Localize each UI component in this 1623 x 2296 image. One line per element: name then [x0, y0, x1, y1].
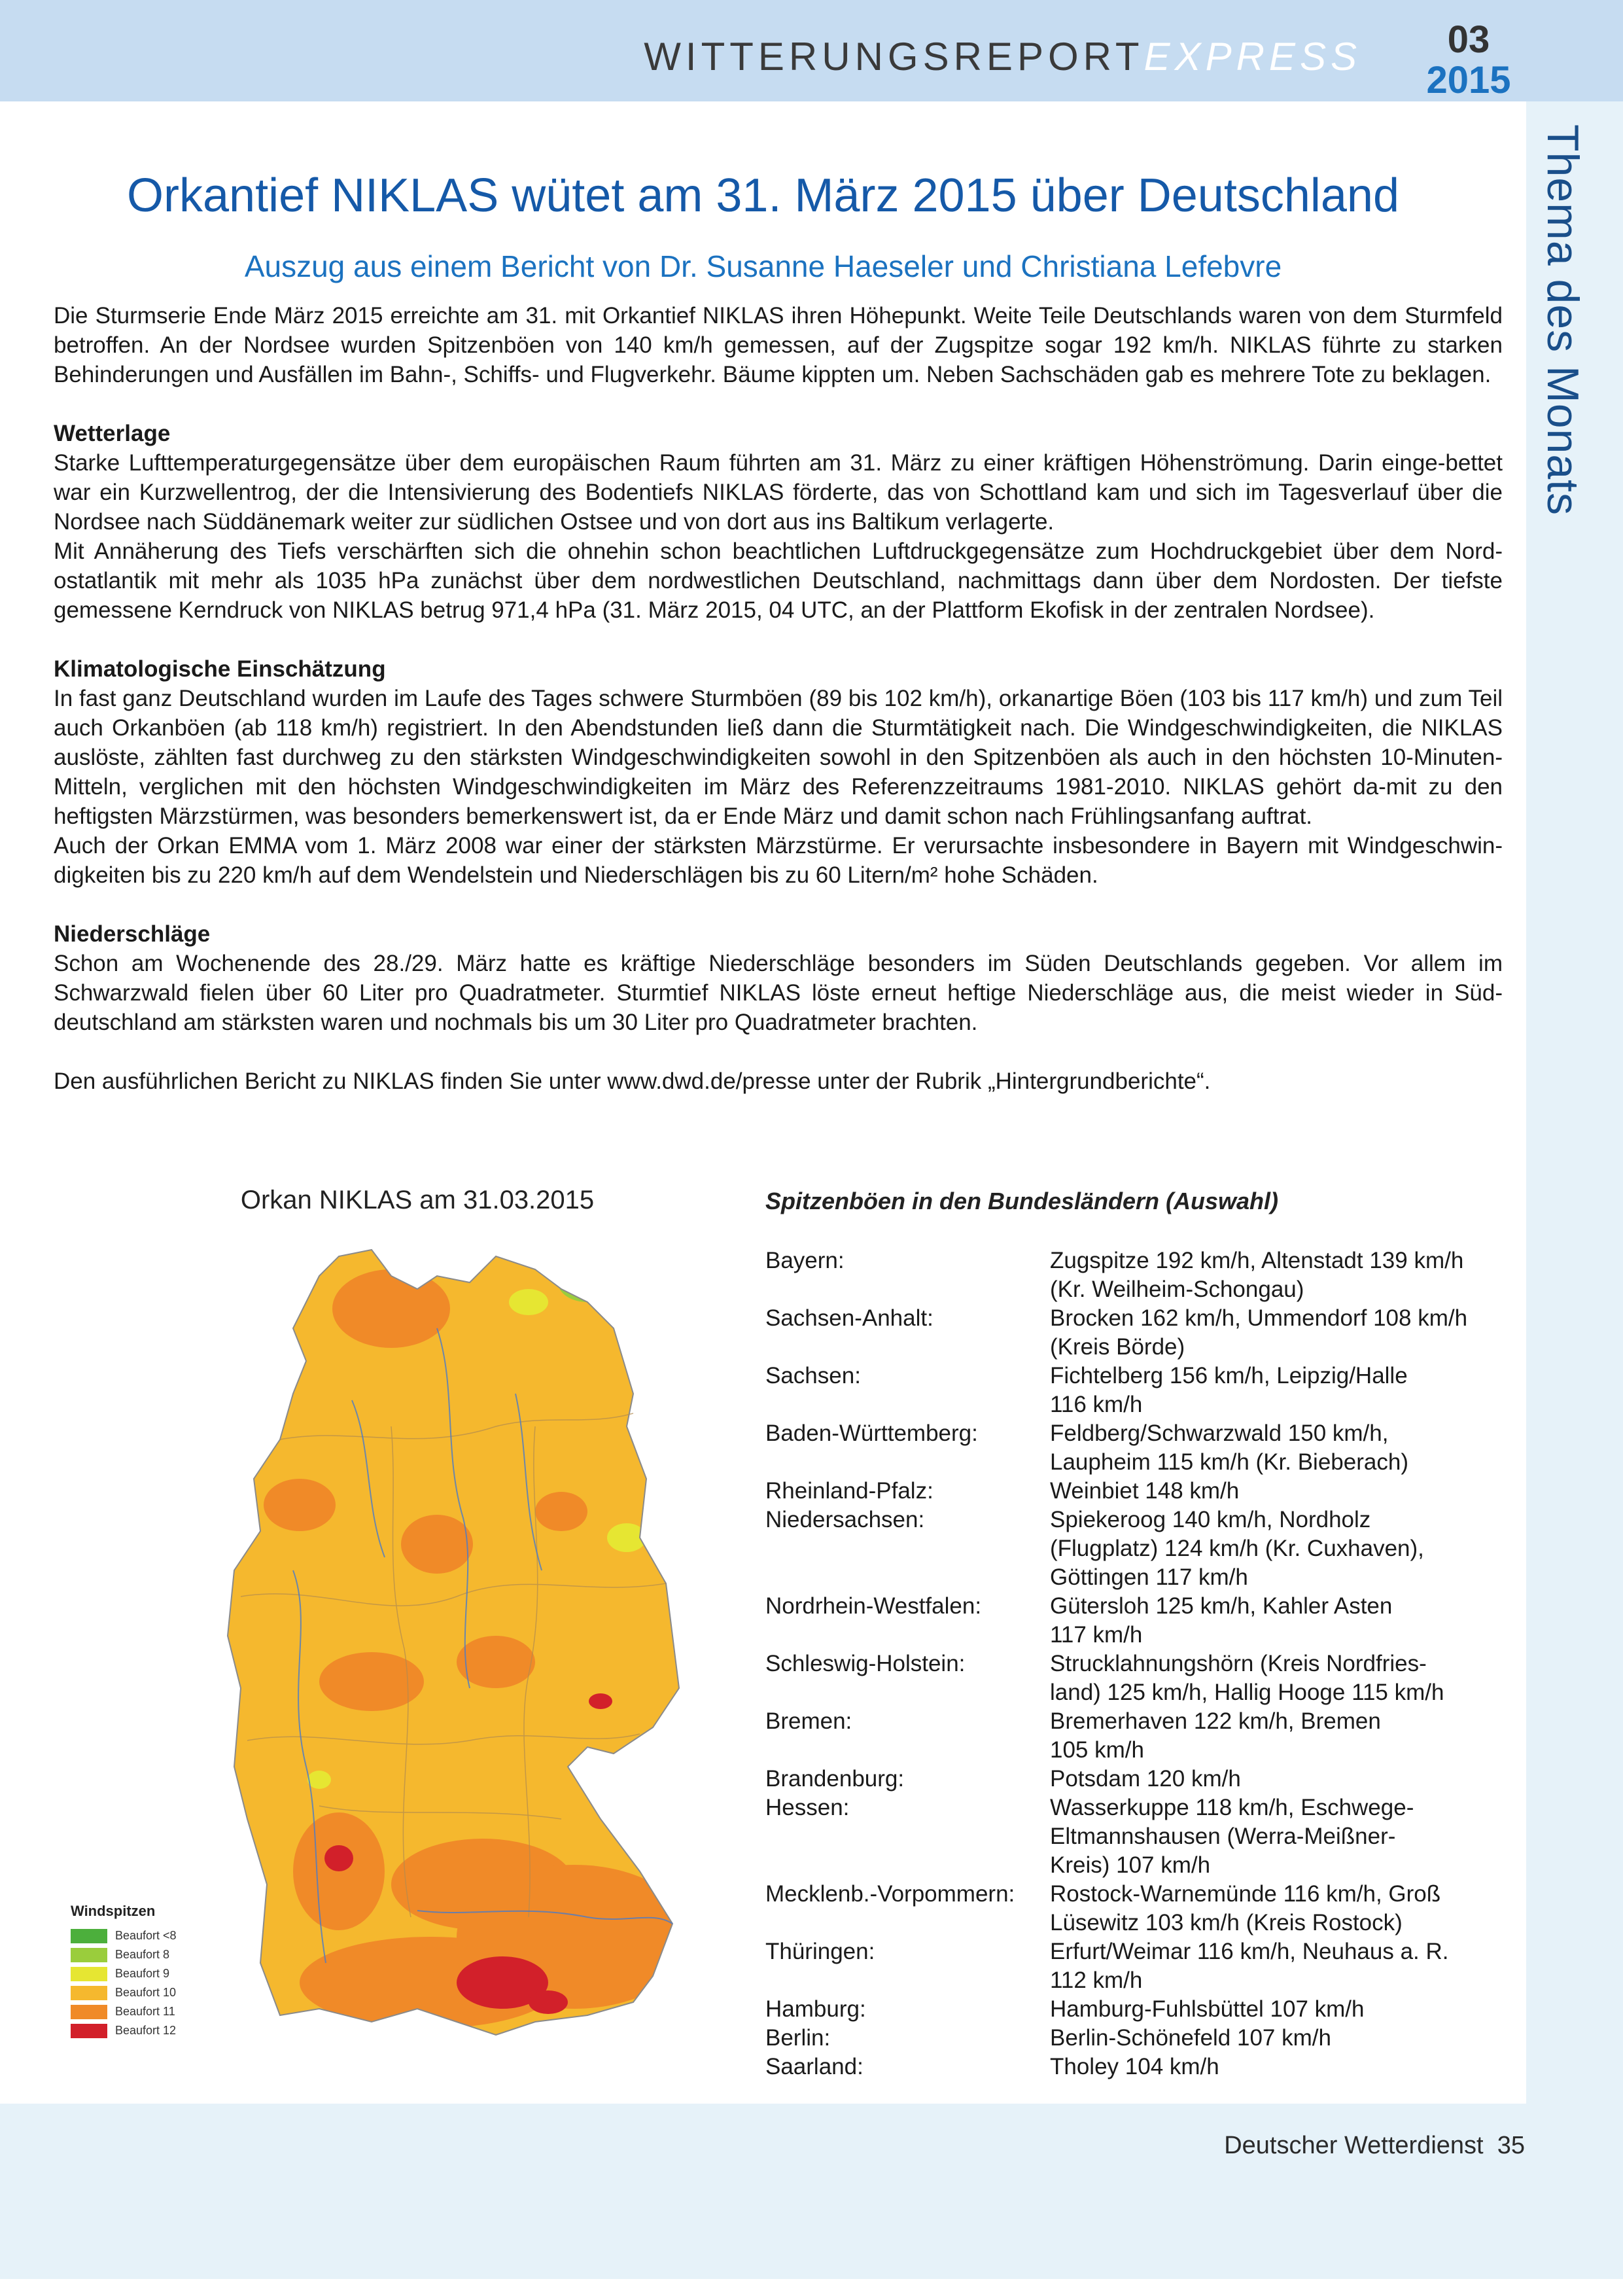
- nieder-paragraph: Schon am Wochenende des 28./29. März hatte es kräftige Niederschläge besonders im Süden Deutschlands gegeben. Vor allem im Schwarzwald fielen über 60 Liter pro Quadratmeter. Sturmtief NIKLAS löste erneut heftige Niederschläge aus, die meist wieder in Süd-deutschland am stärksten waren und nochmals bis um 30 Liter pro Quadratmeter brachten.: [54, 951, 1503, 1035]
- article-subtitle: Auszug aus einem Bericht von Dr. Susanne Haeseler und Christiana Lefebvre: [244, 249, 1282, 283]
- legend-item: [71, 2002, 228, 2021]
- table-row: [765, 1995, 1518, 2024]
- value-cell: Fichtelberg 156 km/h, Leipzig/Halle 116 km/h: [1050, 1363, 1408, 1417]
- table-row: [765, 1477, 1518, 1506]
- state-cell: Hamburg:: [765, 1996, 866, 2022]
- value-cell: Weinbiet 148 km/h: [1050, 1478, 1240, 1504]
- page-number: 35: [1497, 2132, 1525, 2159]
- table-row: [765, 1592, 1518, 1650]
- article-body: [54, 301, 1503, 1096]
- state-cell: Hessen:: [765, 1795, 850, 1820]
- legend-label: Beaufort 12: [115, 2024, 177, 2037]
- legend-title: Windspitzen: [71, 1903, 156, 1919]
- legend-swatch: [71, 1967, 107, 1981]
- legend-label: Beaufort 10: [115, 1986, 177, 1999]
- table-row: [765, 2053, 1518, 2081]
- heading-wetterlage: Wetterlage: [54, 421, 171, 446]
- state-cell: Bremen:: [765, 1708, 852, 1734]
- legend-swatch: [71, 1948, 107, 1962]
- map-title: Orkan NIKLAS am 31.03.2015: [240, 1186, 595, 1214]
- value-cell: Bremerhaven 122 km/h, Bremen 105 km/h: [1050, 1708, 1381, 1763]
- state-cell: Niedersachsen:: [765, 1507, 925, 1532]
- table-row: [765, 1793, 1518, 1880]
- legend-swatch: [71, 1986, 107, 2000]
- table-row: [765, 1506, 1518, 1592]
- value-cell: Feldberg/Schwarzwald 150 km/h, Laupheim 115 km/h (Kr. Bieberach): [1050, 1421, 1408, 1475]
- report-title-main: WITTERUNGSREPORT: [644, 35, 1144, 79]
- value-cell: Potsdam 120 km/h: [1050, 1766, 1241, 1792]
- legend-item: [71, 1964, 228, 1983]
- publisher-name: Deutscher Wetterdienst: [1224, 2132, 1484, 2159]
- germany-wind-map: [221, 1230, 744, 2081]
- table-row: [765, 1707, 1518, 1765]
- gusts-title: Spitzenböen in den Bundesländern (Auswahl): [765, 1188, 1279, 1214]
- value-cell: Erfurt/Weimar 116 km/h, Neuhaus a. R. 112 km/h: [1050, 1939, 1449, 1993]
- table-row: [765, 2024, 1518, 2053]
- table-row: [765, 1246, 1518, 1304]
- state-cell: Schleswig-Holstein:: [765, 1651, 966, 1676]
- legend-item: [71, 1945, 228, 1964]
- state-cell: Sachsen-Anhalt:: [765, 1305, 934, 1331]
- heading-niederschlaege: Niederschläge: [54, 921, 211, 947]
- table-row: [765, 1937, 1518, 1995]
- wetterlage-paragraph-2: Mit Annäherung des Tiefs verschärften sich die ohnehin schon beachtlichen Luftdruckgegensätze zum Hochdruckgebiet über dem Nord-ostatlantik mit mehr als 1035 hPa zunächst über dem nordwestlichen Deutschland, nachmittags dann über dem Nordosten. Der tiefste gemessene Kerndruck von NIKLAS betrug 971,4 hPa (31. März 2015, 04 UTC, an der Plattform Ekofisk in der zentralen Nordsee).: [54, 539, 1503, 623]
- state-cell: Baden-Württemberg:: [765, 1421, 978, 1446]
- state-cell: Brandenburg:: [765, 1766, 905, 1792]
- table-row: [765, 1362, 1518, 1419]
- table-row: [765, 1765, 1518, 1793]
- legend-label: Beaufort 9: [115, 1967, 170, 1980]
- legend-label: Beaufort 8: [115, 1948, 170, 1961]
- table-row: [765, 1419, 1518, 1477]
- legend-swatch: [71, 2024, 107, 2038]
- issue-year: 2015: [1426, 59, 1511, 101]
- heading-klimatologie: Klimatologische Einschätzung: [54, 656, 386, 682]
- section-label: Thema des Monats: [1538, 124, 1588, 516]
- state-cell: Rheinland-Pfalz:: [765, 1478, 934, 1504]
- legend-label: Beaufort <8: [115, 1929, 177, 1942]
- legend-swatch: [71, 2005, 107, 2019]
- value-cell: Zugspitze 192 km/h, Altenstadt 139 km/h (Kr. Weilheim-Schongau): [1050, 1248, 1464, 1302]
- table-row: [765, 1304, 1518, 1362]
- intro-paragraph: Die Sturmserie Ende März 2015 erreichte am 31. mit Orkantief NIKLAS ihren Höhepunkt. Weite Teile Deutschlands waren von dem Sturmfeld betroffen. An der Nordsee wurden Spitzenböen von 140 km/h gemessen, auf der Zugspitze sogar 192 km/h. NIKLAS führte zu starken Behinderungen und Ausfällen im Bahn-, Schiffs- und Flugverkehr. Bäume kippten um. Neben Sachschäden gab es mehrere Tote zu beklagen.: [54, 303, 1503, 387]
- wetterlage-paragraph-1: Starke Lufttemperaturgegensätze über dem europäischen Raum führten am 31. März zu einer kräftigen Höhenströmung. Darin einge-bettet war ein Kurzwellentrog, der die Intensivierung des Bodentiefs NIKLAS förderte, das von Schottland kam und sich im Tagesverlauf über die Nordsee nach Süddänemark weiter zur südlichen Ostsee und von dort aus ins Baltikum verlagerte.: [54, 450, 1503, 535]
- closing-paragraph: Den ausführlichen Bericht zu NIKLAS finden Sie unter www.dwd.de/presse unter der Rubrik „Hintergrundberichte“.: [54, 1069, 1211, 1094]
- state-cell: Mecklenb.-Vorpommern:: [765, 1881, 1015, 1907]
- footer-band: [0, 2104, 1623, 2279]
- value-cell: Strucklahnungshörn (Kreis Nordfries- land) 125 km/h, Hallig Hooge 115 km/h: [1050, 1651, 1444, 1705]
- map-legend: [71, 1903, 228, 2040]
- legend-label: Beaufort 11: [115, 2005, 175, 2018]
- report-title: [644, 34, 1361, 79]
- klima-paragraph-2: Auch der Orkan EMMA vom 1. März 2008 war einer der stärksten Märzstürme. Er verursachte insbesondere in Bayern mit Windgeschwin-digkeiten bis zu 220 km/h auf dem Wendelstein und Niederschlägen bis zu 60 Litern/m² hohe Schäden.: [54, 833, 1503, 888]
- value-cell: Hamburg-Fuhlsbüttel 107 km/h: [1050, 1996, 1365, 2022]
- state-cell: Nordrhein-Westfalen:: [765, 1593, 982, 1619]
- report-title-express: EXPRESS: [1143, 35, 1361, 79]
- state-cell: Thüringen:: [765, 1939, 875, 1964]
- value-cell: Rostock-Warnemünde 116 km/h, Groß Lüsewitz 103 km/h (Kreis Rostock): [1050, 1881, 1441, 1935]
- klima-paragraph-1: In fast ganz Deutschland wurden im Laufe des Tages schwere Sturmböen (89 bis 102 km/h), orkanartige Böen (103 bis 117 km/h) und zum Teil auch Orkanböen (ab 118 km/h) registriert. In den Abendstunden ließ dann die Sturmtätigkeit nach. Die Windgeschwindigkeiten, die NIKLAS auslöste, zählten fast durchweg zu den stärksten Windgeschwindigkeiten sowohl in den Spitzenböen als auch in den höchsten 10-Minuten-Mitteln, verglichen mit den höchsten Windgeschwindigkeiten im März des Referenzzeitraums 1981-2010. NIKLAS gehört da-mit zu den heftigsten Märzstürmen, was besonders bemerkenswert ist, da er Ende März und damit schon nach Frühlingsanfang auftrat.: [54, 686, 1503, 829]
- table-row: [765, 1880, 1518, 1937]
- value-cell: Brocken 162 km/h, Ummendorf 108 km/h (Kreis Börde): [1050, 1305, 1468, 1360]
- table-row: [765, 1650, 1518, 1707]
- page-footer: [1224, 2132, 1525, 2160]
- state-cell: Bayern:: [765, 1248, 845, 1273]
- value-cell: Berlin-Schönefeld 107 km/h: [1050, 2025, 1331, 2051]
- value-cell: Spiekeroog 140 km/h, Nordholz (Flugplatz) 124 km/h (Kr. Cuxhaven), Göttingen 117 km/h: [1050, 1507, 1424, 1590]
- value-cell: Tholey 104 km/h: [1050, 2054, 1219, 2079]
- value-cell: Wasserkuppe 118 km/h, Eschwege- Eltmannshausen (Werra-Meißner- Kreis) 107 km/h: [1050, 1795, 1414, 1878]
- legend-item: [71, 1983, 228, 2002]
- issue-number: 03: [1447, 18, 1490, 61]
- gusts-table: [765, 1246, 1518, 2081]
- legend-item: [71, 1926, 228, 1945]
- issue-box: [1420, 20, 1518, 101]
- legend-swatch: [71, 1929, 107, 1943]
- article-title: Orkantief NIKLAS wütet am 31. März 2015 über Deutschland: [127, 169, 1399, 222]
- state-cell: Berlin:: [765, 2025, 831, 2051]
- state-cell: Saarland:: [765, 2054, 864, 2079]
- value-cell: Gütersloh 125 km/h, Kahler Asten 117 km/h: [1050, 1593, 1393, 1648]
- legend-item: [71, 2021, 228, 2040]
- state-cell: Sachsen:: [765, 1363, 861, 1388]
